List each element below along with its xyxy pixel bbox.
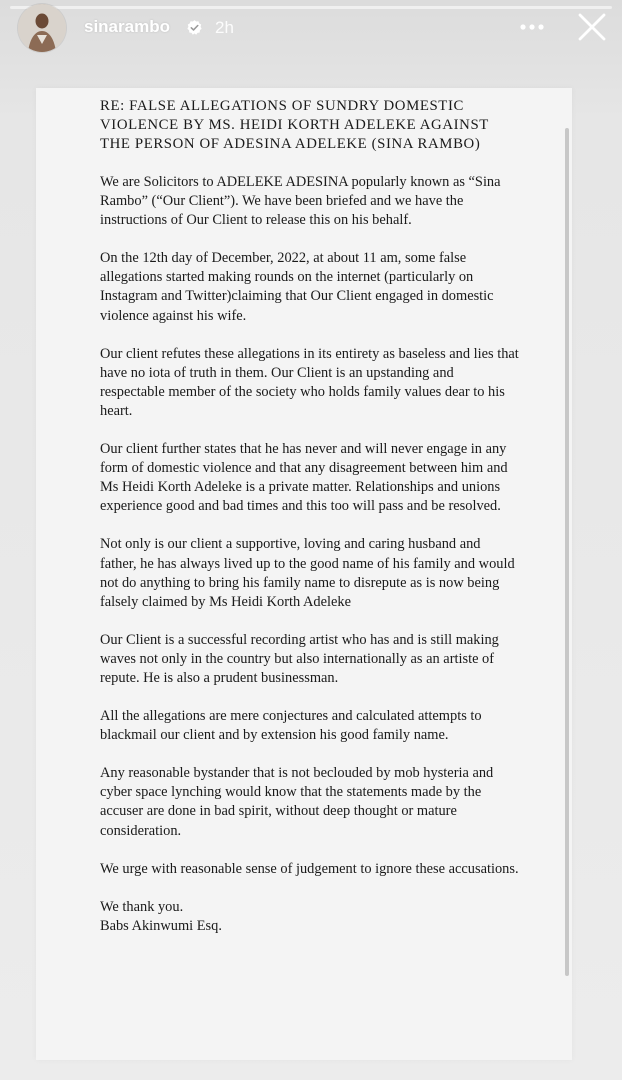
letter-paragraph: On the 12th day of December, 2022, at about 11 am, some false allegations started making rounds on the internet (particularly on Instagram and Twitter)claiming that Our Client engaged in domestic violence against his wife.	[100, 250, 494, 324]
story-timestamp: 2h	[215, 18, 234, 37]
profile-photo-icon	[18, 4, 66, 52]
document-scrollbar[interactable]	[565, 128, 569, 976]
closing-line: We thank you.	[100, 898, 184, 915]
username[interactable]: sinarambo	[84, 17, 170, 36]
avatar[interactable]	[18, 4, 66, 52]
letter-paragraph: All the allegations are mere conjectures and calculated attempts to blackmail our client and by extension his good family name.	[100, 708, 482, 744]
letter-paragraph: Our client refutes these allegations in its entirety as baseless and lies that have no iota of truth in them. Our Client is an upstanding and respectable member of the society who holds family values dear to his heart.	[100, 345, 519, 419]
letter-paragraph: Our Client is a successful recording artist who has and is still making waves not only in the country but also internationally as an artiste of repute. He is also a prudent businessman.	[100, 631, 499, 686]
close-icon[interactable]	[576, 11, 608, 43]
letter-body	[100, 97, 520, 936]
verified-badge-icon	[186, 19, 203, 36]
more-dots-icon[interactable]	[517, 16, 547, 38]
letter-paragraph: Any reasonable bystander that is not beclouded by mob hysteria and cyber space lynching would know that the statements made by the accuser are done in bad spirit, without deep thought or mature consideration.	[100, 765, 494, 839]
story-header	[0, 0, 622, 60]
letter-paragraph: We are Solicitors to ADELEKE ADESINA popularly known as “Sina Rambo” (“Our Client”). We have been briefed and we have the instructions of Our Client to release this on his behalf.	[100, 174, 501, 229]
letter-title: RE: FALSE ALLEGATIONS OF SUNDRY DOMESTIC VIOLENCE BY MS. HEIDI KORTH ADELEKE AGAINST THE PERSON OF ADESINA ADELEKE (SINA RAMBO)	[100, 98, 489, 152]
letter-paragraph: We urge with reasonable sense of judgement to ignore these accusations.	[100, 860, 519, 877]
letter-paragraph: Not only is our client a supportive, loving and caring husband and father, he has always lived up to the good name of his family and would not do anything to bring his family name to disrepute as is now being falsely claimed by Ms Heidi Korth Adeleke	[100, 536, 515, 610]
letter-paragraph: Our client further states that he has never and will never engage in any form of domestic violence and that any disagreement between him and Ms Heidi Korth Adeleke is a private matter. Relationships and unions experience good and bad times and this too will pass and be resolved.	[100, 441, 508, 515]
signature-line: Babs Akinwumi Esq.	[100, 917, 222, 934]
letter-closing	[100, 898, 520, 936]
